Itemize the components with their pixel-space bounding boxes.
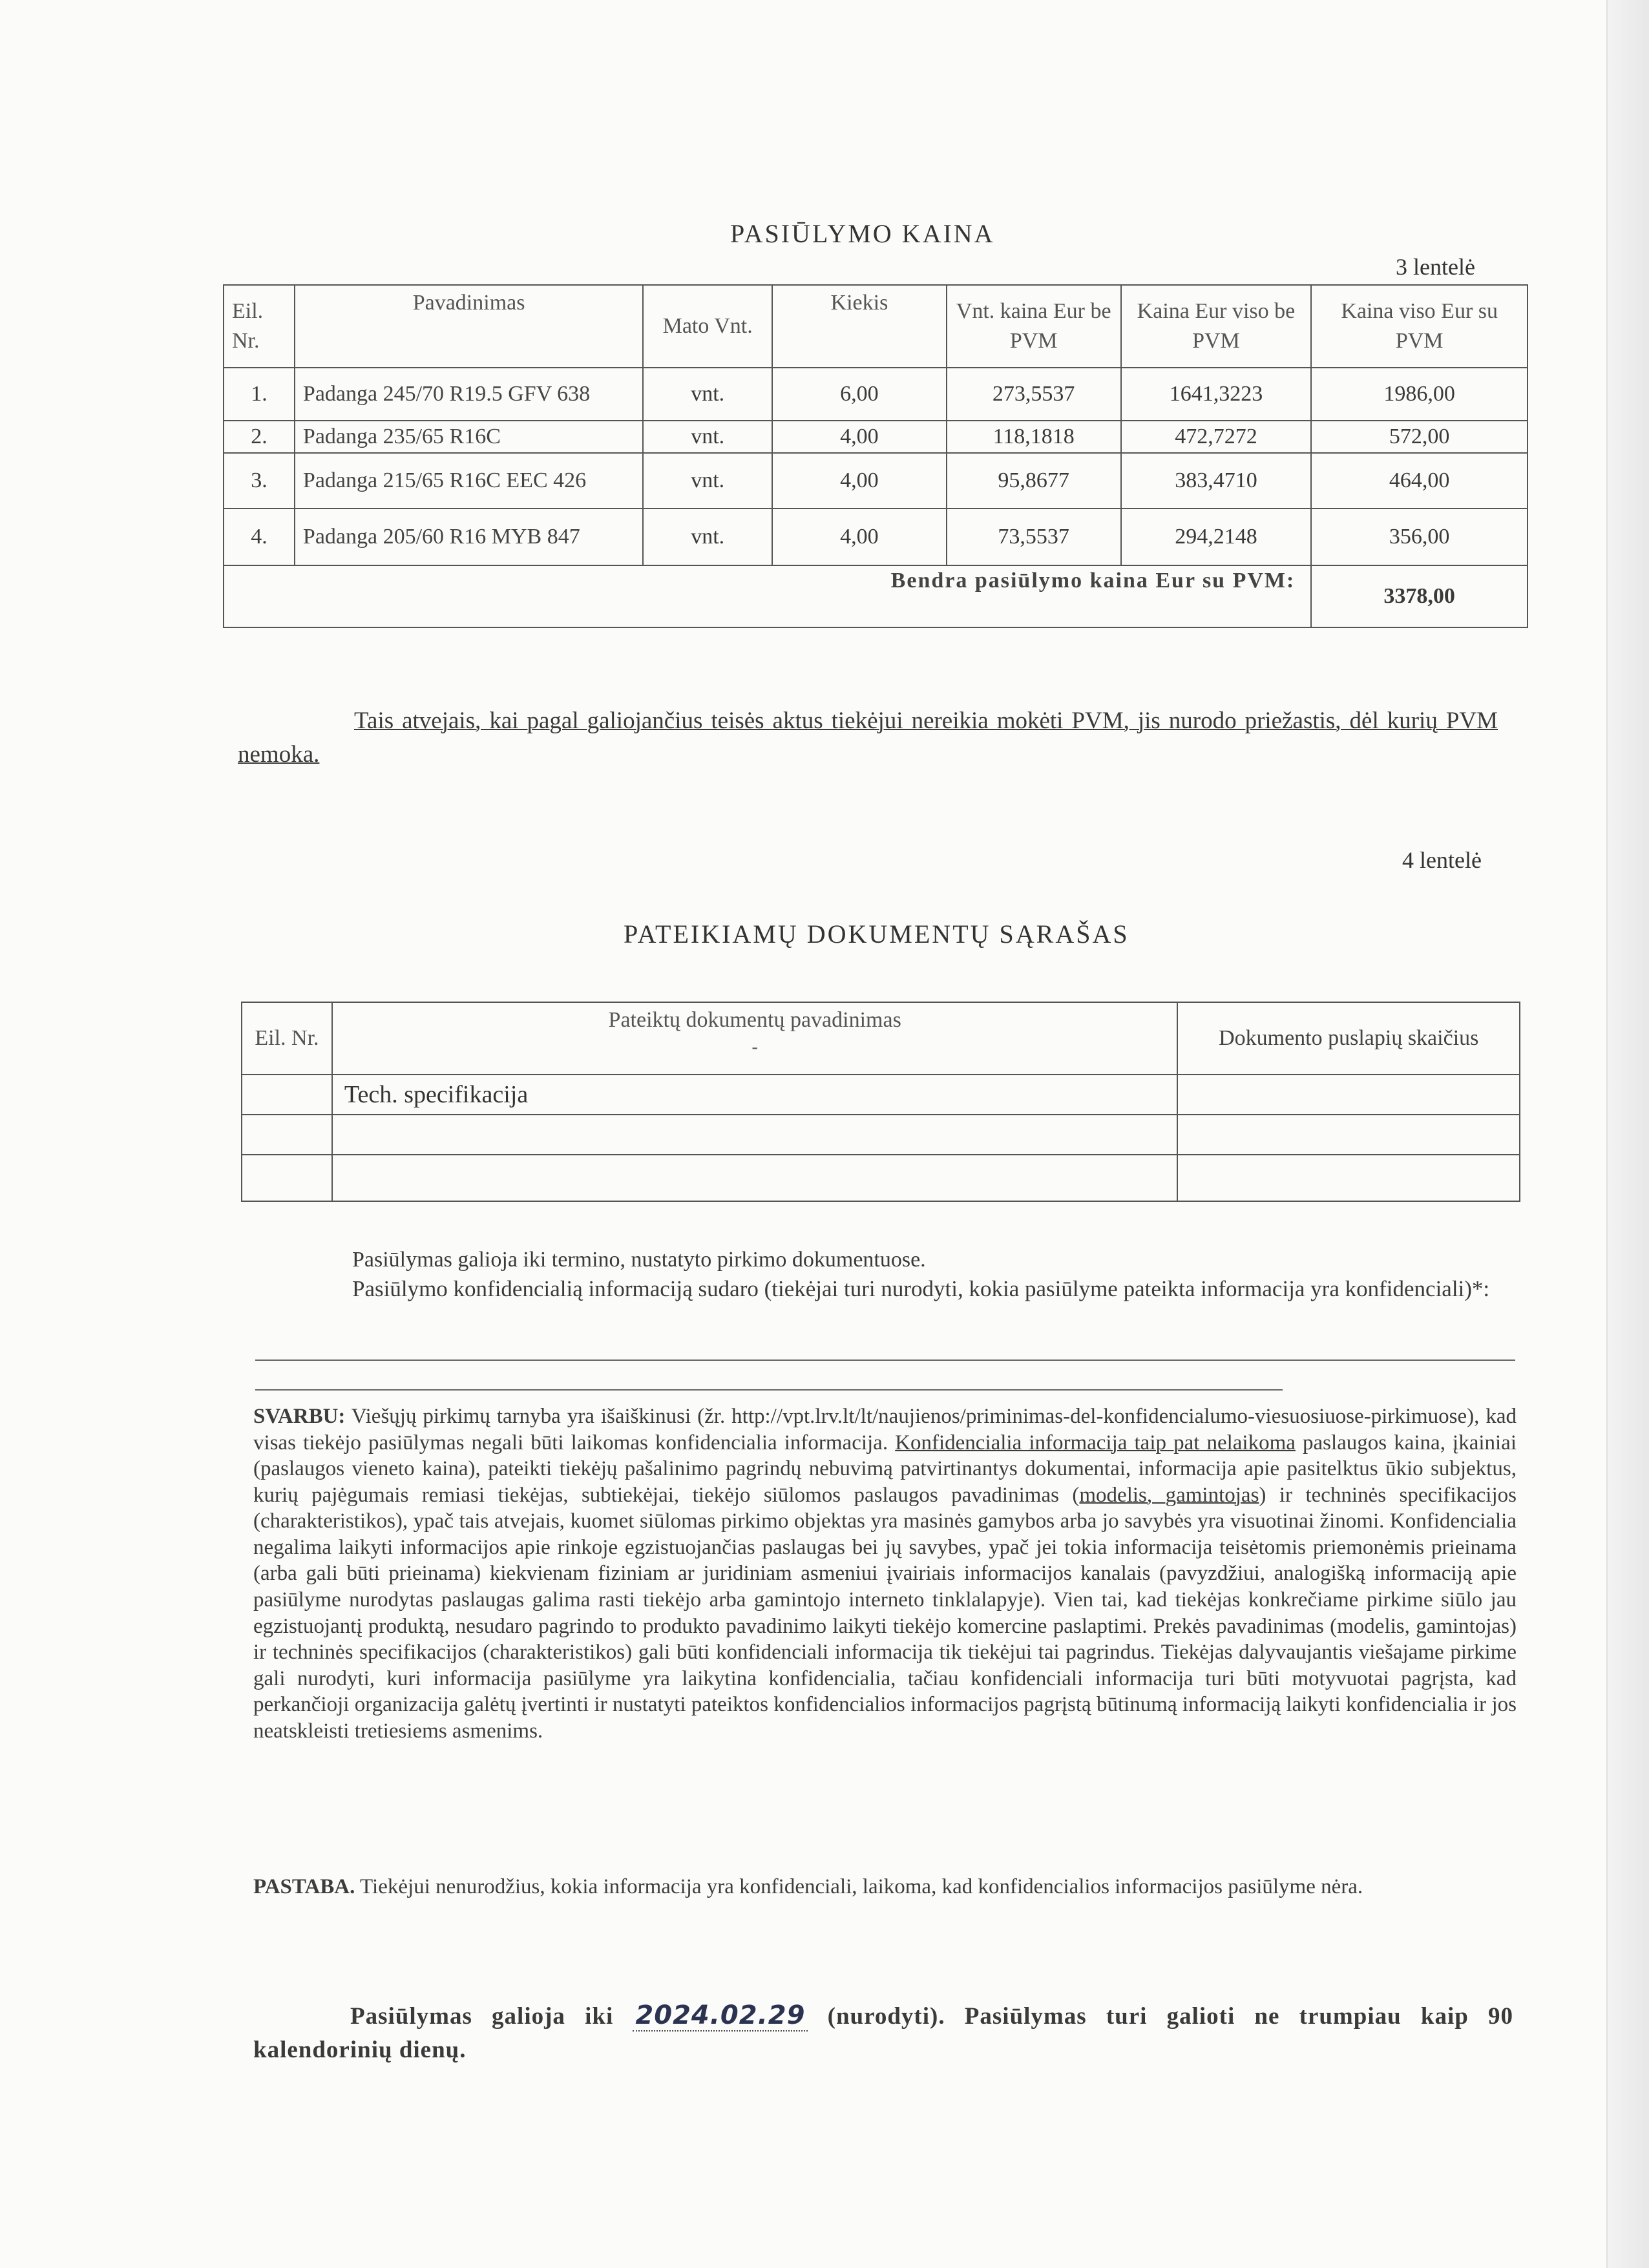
confidential-answer-line <box>255 1360 1515 1361</box>
final-suffix: (nurodyti). Pasiūlymas turi galioti ne trumpiau kaip 90 kalendorinių dienų. <box>253 2003 1513 2064</box>
row-no: 3. <box>224 453 295 509</box>
header-total-excl: Kaina Eur viso be PVM <box>1121 285 1312 368</box>
price-table <box>223 284 1528 628</box>
row-qty: 6,00 <box>772 368 947 421</box>
docs-section-title: PATEIKIAMŲ DOKUMENTŲ SĄRAŠAS <box>624 919 1129 949</box>
price-table-header <box>224 285 1528 368</box>
row-qty: 4,00 <box>772 453 947 509</box>
row-unit-price: 95,8677 <box>947 453 1121 509</box>
row-unit: vnt. <box>643 509 772 565</box>
important-note <box>253 1403 1517 1745</box>
row-unit-price: 73,5537 <box>947 509 1121 565</box>
doc-row-name <box>332 1155 1178 1201</box>
row-no: 4. <box>224 509 295 565</box>
table-row <box>242 1155 1520 1201</box>
row-total-excl: 383,4710 <box>1121 453 1312 509</box>
header-name: Pavadinimas <box>295 285 643 368</box>
validity-note: Pasiūlymas galioja iki termino, nustatyto pirkimo dokumentuose. <box>352 1248 926 1272</box>
remark-label: PASTABA. <box>253 1875 355 1898</box>
table-row <box>224 421 1528 453</box>
doc-row-no <box>242 1155 332 1201</box>
docs-header-name-label: Pateiktų dokumentų pavadinimas <box>608 1008 901 1032</box>
row-unit: vnt. <box>643 453 772 509</box>
row-unit: vnt. <box>643 368 772 421</box>
header-no: Eil. Nr. <box>224 285 295 368</box>
header-unit: Mato Vnt. <box>643 285 772 368</box>
header-unit-price: Vnt. kaina Eur be PVM <box>947 285 1121 368</box>
confidential-prompt: Pasiūlymo konfidencialią informaciją sudaro (tiekėjai turi nurodyti, kokia pasiūlyme pateikta informacija yra konfidenciali)*: <box>352 1276 1490 1301</box>
price-total-row <box>224 565 1528 627</box>
row-qty: 4,00 <box>772 509 947 565</box>
price-table-label: 3 lentelė <box>1396 254 1475 280</box>
vat-note: Tais atvejais, kai pagal galiojančius teisės aktus tiekėjui nereikia mokėti PVM, jis nurodo priežastis, dėl kurių PVM nemoka. <box>238 708 1498 768</box>
table-row <box>224 453 1528 509</box>
table-row <box>224 509 1528 565</box>
row-name: Padanga 235/65 R16C <box>295 421 643 453</box>
page-edge <box>1606 0 1649 2268</box>
important-text-2: paslaugos kaina, įkainiai (paslaugos vieneto kaina), pateikti tiekėjų pašalinimo pagrindų nebuvimą patvirtinantys dokumentai, informacija apie pasitelktus ūkio subjektus, kurių pajėgumais remiasi tiekėjas, subtiekėjai, tiekėjo siūlomos paslaugos pavadinimas ( <box>253 1431 1517 1507</box>
table-row <box>242 1115 1520 1155</box>
important-text-1: Viešųjų pirkimų tarnyba yra išaiškinusi (žr. http://vpt.lrv.lt/lt/naujienos/priminimas-del-konfidencialumo-viesuosiuose-pirkimuose), kad visas tiekėjo pasiūlymas negali būti laikomas konfidencialia informacija. <box>253 1405 1517 1454</box>
doc-row-pages <box>1177 1155 1520 1201</box>
separator-line <box>255 1389 1283 1391</box>
important-underlined-2: modelis, gamintojas <box>1079 1483 1259 1507</box>
row-name: Padanga 215/65 R16C EEC 426 <box>295 453 643 509</box>
row-total-incl: 464,00 <box>1311 453 1528 509</box>
table-row <box>242 1075 1520 1115</box>
row-total-incl: 356,00 <box>1311 509 1528 565</box>
validity-date: 2024.02.29 <box>633 2000 808 2032</box>
header-total-incl: Kaina viso Eur su PVM <box>1311 285 1528 368</box>
important-text-3: ) ir techninės specifikacijos (charakteristikos), ypač tais atvejais, kuomet siūlomas pirkimo objektas yra masinės gamybos arba jo savybės yra visuotinai žinomi. Konfidencialia negalima laikyti informacijos apie rinkoje egzistuojančias paslaugas bei jų savybes, ypač jei tokia informacija teisėtomis priemonėmis prieinama (arba gali būti prieinama) kiekvienam fiziniam ar juridiniam asmeniui įvairiais informacijos kanalais (pavyzdžiui, analogišką informaciją apie pasiūlyme nurodytas paslaugas galima rasti tiekėjo arba gamintojo interneto tinklalapyje). Vien tai, kad tiekėjas konkrečiame pirkime siūlo jau egzistuojantį produktą, nesudaro pagrindo to produkto pavadinimo laikyti tiekėjo komercine paslaptimi. Prekės pavadinimas (modelis, gamintojas) ir techninės specifikacijos (charakteristikos) gali būti konfidenciali informacija tik tiekėjui tai pagrindus. Tiekėjas dalyvaujantis viešajame pirkime gali nurodyti, kuri informacija pasiūlyme yra laikytina konfidencialia, tačiau konfidenciali informacija turi būti motyvuotai pagrįsta, kad perkančioji organizacija galėtų įvertinti ir nustatyti pateiktos konfidencialios informacijos pagrįstą būtinumą informaciją laikyti konfidencialia ir jos neatskleisti tretiesiems asmenims. <box>253 1483 1517 1743</box>
docs-table-header <box>242 1002 1520 1075</box>
row-qty: 4,00 <box>772 421 947 453</box>
row-no: 1. <box>224 368 295 421</box>
row-no: 2. <box>224 421 295 453</box>
doc-row-no <box>242 1115 332 1155</box>
total-value: 3378,00 <box>1311 565 1528 627</box>
doc-row-pages <box>1177 1075 1520 1115</box>
docs-header-no: Eil. Nr. <box>242 1002 332 1075</box>
row-unit: vnt. <box>643 421 772 453</box>
row-total-excl: 294,2148 <box>1121 509 1312 565</box>
row-unit-price: 273,5537 <box>947 368 1121 421</box>
header-qty: Kiekis <box>772 285 947 368</box>
doc-row-no <box>242 1075 332 1115</box>
row-total-excl: 472,7272 <box>1121 421 1312 453</box>
total-label: Bendra pasiūlymo kaina Eur su PVM: <box>224 565 1311 627</box>
docs-header-pages: Dokumento puslapių skaičius <box>1177 1002 1520 1075</box>
row-unit-price: 118,1818 <box>947 421 1121 453</box>
important-underlined: Konfidencialia informacija taip pat nelaikoma <box>895 1431 1296 1454</box>
remark-note <box>253 1874 1517 1900</box>
doc-row-pages <box>1177 1115 1520 1155</box>
table-row <box>224 368 1528 421</box>
docs-header-name <box>332 1002 1178 1075</box>
row-total-excl: 1641,3223 <box>1121 368 1312 421</box>
docs-header-mark: - <box>751 1036 758 1057</box>
row-name: Padanga 245/70 R19.5 GFV 638 <box>295 368 643 421</box>
price-section-title: PASIŪLYMO KAINA <box>730 219 995 248</box>
row-name: Padanga 205/60 R16 MYB 847 <box>295 509 643 565</box>
docs-table-label: 4 lentelė <box>1402 847 1482 873</box>
doc-row-name <box>332 1115 1178 1155</box>
important-label: SVARBU: <box>253 1405 346 1428</box>
final-statement <box>253 1998 1513 2066</box>
row-total-incl: 572,00 <box>1311 421 1528 453</box>
remark-text: Tiekėjui nenurodžius, kokia informacija yra konfidenciali, laikoma, kad konfidencialios informacijos pasiūlyme nėra. <box>355 1875 1363 1898</box>
final-prefix: Pasiūlymas galioja iki <box>350 2003 633 2030</box>
doc-row-name: Tech. specifikacija <box>332 1075 1178 1115</box>
documents-table <box>241 1002 1520 1202</box>
row-total-incl: 1986,00 <box>1311 368 1528 421</box>
